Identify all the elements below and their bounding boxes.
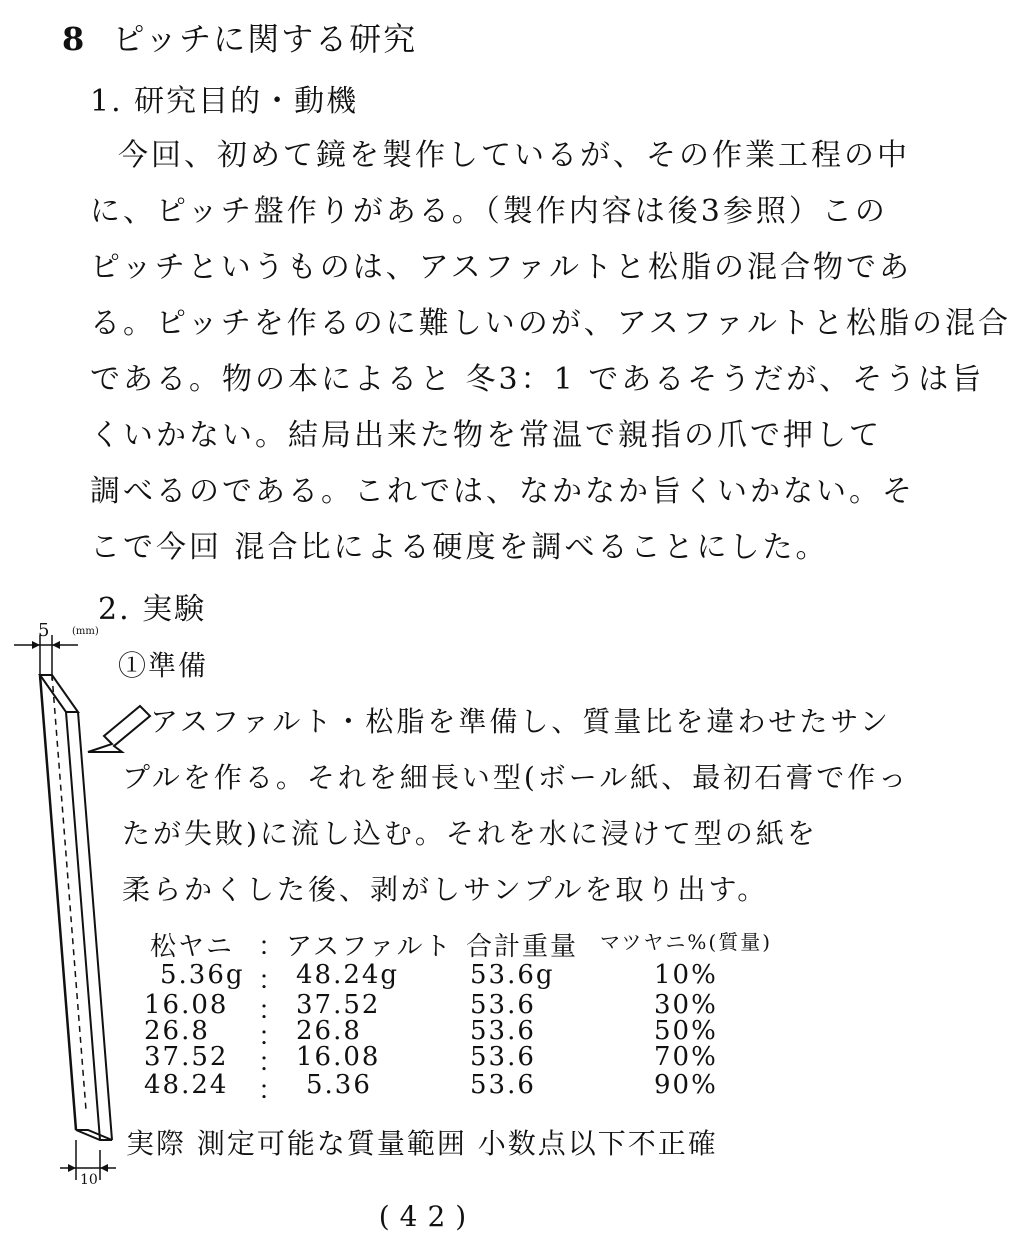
cell-asphalt: 48.24g: [296, 960, 400, 990]
page-number: (42): [378, 1200, 477, 1233]
cell-total: 53.6: [470, 1042, 536, 1072]
body-line-4: る。ピッチを作るのに難しいのが、アスファルトと松脂の混合: [90, 306, 1011, 341]
body-line-5: である。物の本によると 冬3：1 であるそうだが、そうは旨: [90, 362, 985, 397]
body2-line-1: アスファルト・松脂を準備し、質量比を違わせたサン: [150, 705, 891, 738]
bottom-label: 10: [80, 1172, 98, 1188]
header-asphalt: ：アスファルト: [258, 932, 453, 962]
cell-sep: ：: [258, 966, 287, 996]
header-pine-resin: 松ヤニ: [150, 932, 235, 962]
body-line-8: こで今回 混合比による硬度を調べることにした。: [90, 530, 829, 565]
cell-total: 53.6g: [470, 960, 555, 990]
cell-asphalt: 16.08: [296, 1042, 381, 1072]
cell-asphalt: 5.36: [306, 1070, 372, 1100]
width-label: 5: [38, 620, 50, 641]
cell-percent: 30%: [654, 990, 718, 1020]
cell-percent: 90%: [654, 1070, 718, 1100]
body-line-2: に、ピッチ盤作りがある。（製作内容は後3参照）この: [90, 194, 888, 229]
cell-resin: 48.24: [144, 1070, 229, 1100]
cell-asphalt: 26.8: [296, 1016, 362, 1046]
subsection-heading: ①準備: [118, 649, 209, 682]
sample-bar-sketch: [0, 0, 160, 1200]
cell-percent: 50%: [654, 1016, 718, 1046]
cell-resin: 37.52: [144, 1042, 229, 1072]
header-resin-percent: マツヤニ%(質量): [600, 930, 773, 954]
body-line-7: 調べるのである。これでは、なかなか旨くいかない。そ: [90, 474, 915, 509]
header-total-weight: 合計重量: [466, 932, 579, 962]
cell-percent: 10%: [654, 960, 718, 990]
cell-sep: ：: [258, 1048, 287, 1078]
body-line-6: くいかない。結局出来た物を常温で親指の爪で押して: [90, 418, 882, 453]
body2-line-3: たが失敗)に流し込む。それを水に浸けて型の紙を: [122, 817, 818, 850]
body2-line-4: 柔らかくした後、剥がしサンプルを取り出す。: [122, 873, 769, 906]
body2-line-2: プルを作る。それを細長い型(ボール紙、最初石膏で作っ: [122, 761, 910, 794]
cell-total: 53.6: [470, 1016, 536, 1046]
body-line-1: 今回、初めて鏡を製作しているが、その作業工程の中: [118, 138, 910, 173]
width-unit: (mm): [72, 626, 99, 637]
section-number: 8: [62, 20, 87, 58]
title-text: ピッチに関する研究: [112, 20, 418, 58]
section1-heading: 1. 研究目的・動機: [90, 84, 359, 119]
cell-sep: ：: [258, 996, 287, 1026]
section2-heading: 2. 実験: [98, 592, 207, 627]
cell-asphalt: 37.52: [296, 990, 381, 1020]
cell-total: 53.6: [470, 1070, 536, 1100]
body-line-3: ピッチというものは、アスファルトと松脂の混合物であ: [90, 250, 912, 285]
cell-percent: 70%: [654, 1042, 718, 1072]
cell-resin: 16.08: [144, 990, 229, 1020]
cell-resin: 5.36g: [160, 960, 245, 990]
cell-resin: 26.8: [144, 1016, 210, 1046]
cell-total: 53.6: [470, 990, 536, 1020]
table-note: 実際 測定可能な質量範囲 小数点以下不正確: [126, 1127, 718, 1160]
cell-sep: ：: [258, 1022, 287, 1052]
cell-sep: ：: [258, 1076, 287, 1106]
